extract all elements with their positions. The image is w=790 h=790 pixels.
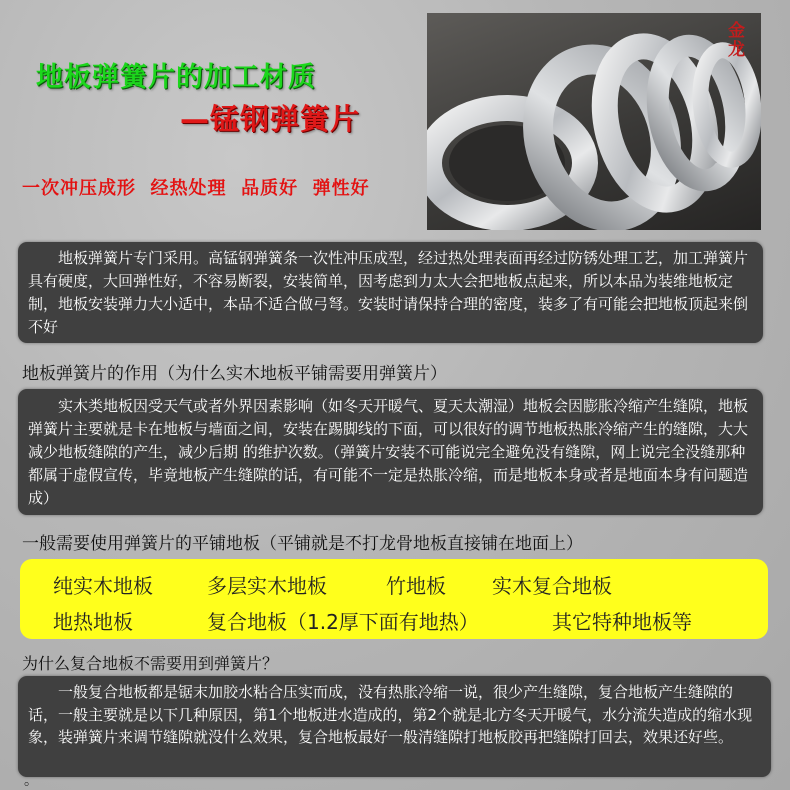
composite-heading: 为什么复合地板不需要用到弹簧片？ — [22, 654, 279, 673]
composite-box — [18, 676, 771, 777]
photo-signature: 金龙 — [724, 21, 744, 59]
floor-type-solid-wood: 纯实木地板 — [53, 574, 153, 598]
intro-box — [18, 242, 763, 343]
composite-text: 一般复合地板都是锯末加胶水粘合压实而成，没有热胀冷缩一说，很少产生缝隙，复合地板产生缝隙的话，一般主要就是以下几种原因，第1个地板进水造成的，第2个就是北方冬天开暖气，水分流失造成的缩水现象，装弹簧片来调节缝隙就没什么效果，复合地板最好一般清缝隙打地板胶再把缝隙打回去，效果还好些。 — [28, 683, 753, 746]
floor-type-heated: 地热地板 — [53, 610, 133, 634]
floor-type-multilayer: 多层实木地板 — [207, 574, 327, 598]
floor-type-engineered: 实木复合地板 — [492, 574, 612, 598]
product-photo — [427, 13, 761, 230]
footer-mark: 。 — [24, 773, 38, 789]
function-heading: 地板弹簧片的作用（为什么实木地板平铺需要用弹簧片） — [22, 364, 447, 384]
floor-type-other: 其它特种地板等 — [552, 610, 692, 634]
floor-types-panel — [20, 559, 768, 639]
tagline: 一次冲压成形 经热处理 品质好 弹性好 — [22, 178, 370, 199]
page-title-line1: 地板弹簧片的加工材质 — [36, 62, 316, 93]
steel-coil-image — [427, 13, 761, 230]
page-title-line2: —锰钢弹簧片 — [180, 102, 361, 136]
function-text: 实木类地板因受天气或者外界因素影响（如冬天开暖气、夏天太潮湿）地板会因膨胀冷缩产生缝隙，地板弹簧片主要就是卡在地板与墙面之间，安装在踢脚线的下面，可以很好的调节地板热胀冷缩产生的缝隙，大大减少地板缝隙的产生，减少后期 的维护次数。（弹簧片安装不可能说完全避免没有缝隙，网上说完全没缝那种都属于虚假宣传，毕竟地板产生缝隙的话，有可能不一定是热胀冷缩，而是地板本身或者是地面本身有问题造成） — [28, 397, 749, 507]
intro-text: 地板弹簧片专门采用。高锰钢弹簧条一次性冲压成型，经过热处理表面再经过防锈处理工艺，加工弹簧片具有硬度，大回弹性好，不容易断裂，安装简单，因考虑到力太大会把地板点起来，所以本品为装维地板定制，地板安装弹力大小适中，本品不适合做弓弩。安装时请保持合理的密度，装多了有可能会把地板顶起来倒不好 — [28, 249, 749, 336]
floor-type-bamboo: 竹地板 — [386, 574, 446, 598]
function-box — [18, 389, 763, 515]
floor-type-laminate-heated: 复合地板（1.2厚下面有地热） — [207, 610, 479, 634]
floors-heading: 一般需要使用弹簧片的平铺地板（平铺就是不打龙骨地板直接铺在地面上） — [22, 534, 583, 554]
